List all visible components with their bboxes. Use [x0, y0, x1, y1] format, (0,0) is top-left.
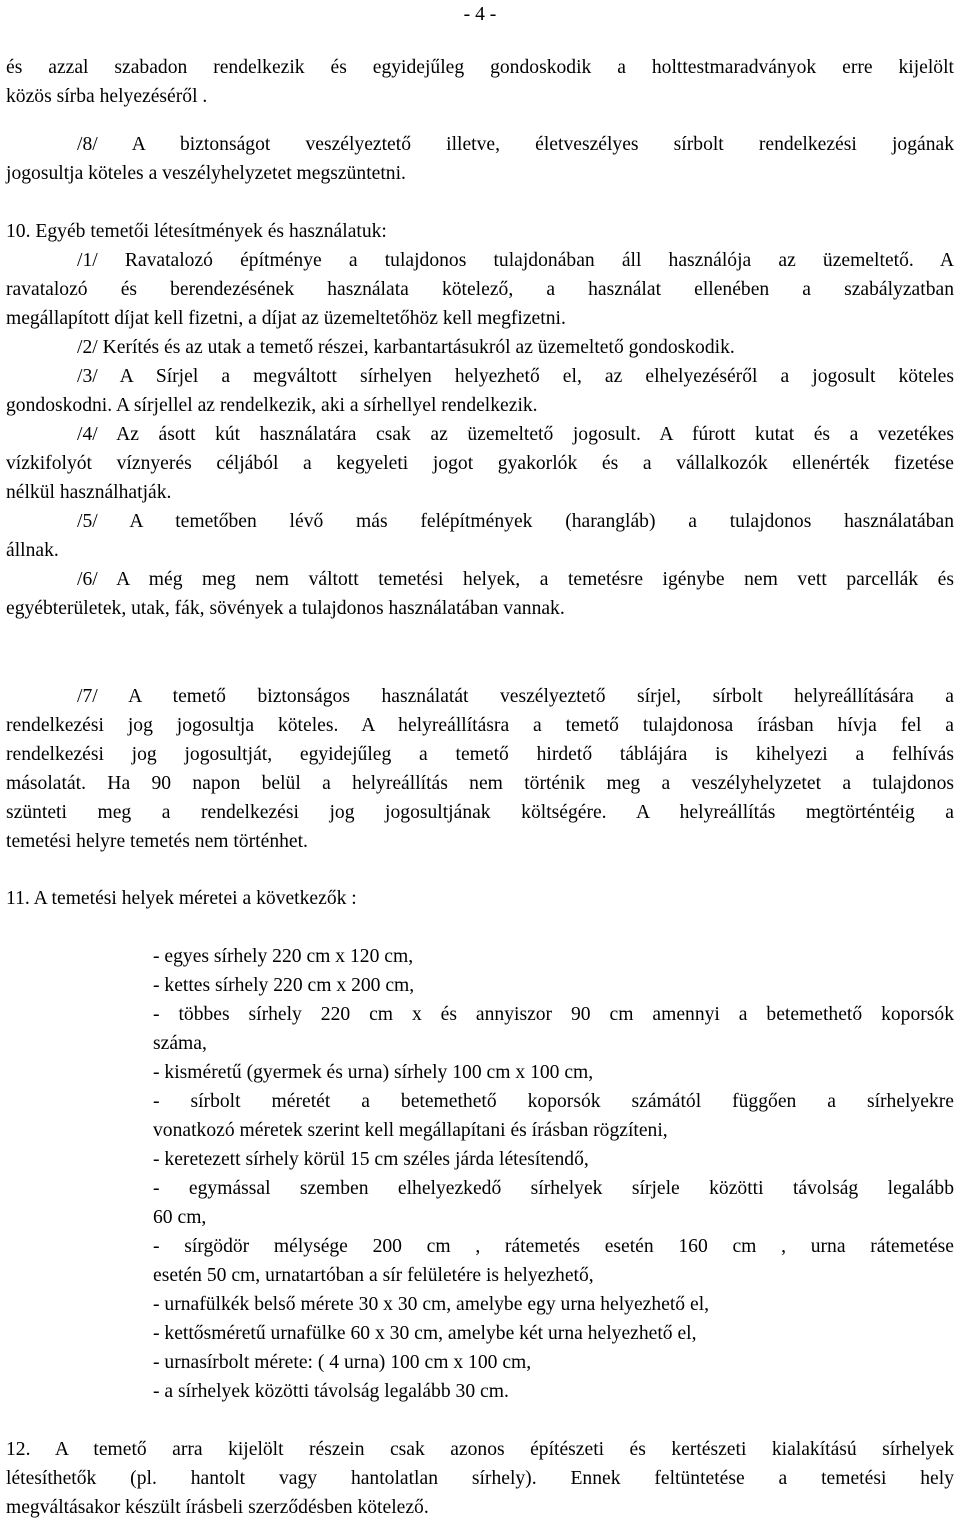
text-line: /3/ A Sírjel a megváltott sírhelyen helyezhető el, az elhelyezéséről a jogosult köteles	[77, 366, 954, 387]
text-line: ravatalozó és berendezésének használata kötelező, a használat ellenében a szabályzatban	[6, 279, 954, 300]
list-item: - urnafülkék belső mérete 30 x 30 cm, amelybe egy urna helyezhető el,	[153, 1294, 710, 1315]
text-line: megállapított díjat kell fizetni, a díjat az üzemeltetőhöz kell megfizetni.	[6, 308, 566, 329]
section-heading-10: 10. Egyéb temetői létesítmények és használatuk:	[6, 221, 387, 242]
list-item: - a sírhelyek közötti távolság legalább 30 cm.	[153, 1381, 509, 1402]
text-line: megváltásakor készült írásbeli szerződésben kötelező.	[6, 1497, 429, 1518]
list-item: - egyes sírhely 220 cm x 120 cm,	[153, 946, 414, 967]
text-line: gondoskodni. A sírjellel az rendelkezik, aki a sírhellyel rendelkezik.	[6, 395, 538, 416]
text-line: /4/ Az ásott kút használatára csak az üzemeltető jogosult. A fúrott kutat és a vezetékes	[77, 424, 954, 445]
list-item: - kettősméretű urnafülke 60 x 30 cm, amelybe két urna helyezhető el,	[153, 1323, 697, 1344]
text-line: szünteti meg a rendelkezési jog jogosultjának költségére. A helyreállítás megtörténtéig a	[6, 802, 954, 823]
section-heading-12: 12. A temető arra kijelölt részein csak azonos építészeti és kertészeti kialakítású sírhelyek	[6, 1439, 954, 1460]
section-heading-11: 11. A temetési helyek méretei a következők :	[6, 888, 357, 909]
page-number: - 4 -	[463, 4, 497, 25]
text-line: közös sírba helyezéséről .	[6, 86, 208, 107]
list-item: 60 cm,	[153, 1207, 207, 1228]
text-line: egyébterületek, utak, fák, sövények a tulajdonos használatában vannak.	[6, 598, 565, 619]
text-line: rendelkezési jog jogosultját, egyidejűleg a temető hirdető táblájára is kihelyezi a felhívás	[6, 744, 954, 765]
text-line: vízkifolyót víznyerés céljából a kegyeleti jogot gyakorlók és a vállalkozók ellenérték fizetése	[6, 453, 954, 474]
list-item: - urnasírbolt mérete: ( 4 urna) 100 cm x 100 cm,	[153, 1352, 532, 1373]
text-line: jogosultja köteles a veszélyhelyzetet megszüntetni.	[6, 163, 406, 184]
text-line: állnak.	[6, 540, 59, 561]
text-line: /2/ Kerítés és az utak a temető részei, karbantartásukról az üzemeltető gondoskodik.	[77, 337, 735, 358]
list-item: - keretezett sírhely körül 15 cm széles járda létesítendő,	[153, 1149, 589, 1170]
list-item: vonatkozó méretek szerint kell megállapítani és írásban rögzíteni,	[153, 1120, 668, 1141]
text-line: rendelkezési jog jogosultja köteles. A helyreállításra a temető tulajdonosa írásban hívja fel a	[6, 715, 954, 736]
list-item: száma,	[153, 1033, 207, 1054]
list-item: - kisméretű (gyermek és urna) sírhely 100 cm x 100 cm,	[153, 1062, 594, 1083]
list-item: - sírgödör mélysége 200 cm , rátemetés esetén 160 cm , urna rátemetése	[153, 1236, 954, 1257]
list-item: - kettes sírhely 220 cm x 200 cm,	[153, 975, 415, 996]
text-line: /8/ A biztonságot veszélyeztető illetve, életveszélyes sírbolt rendelkezési jogának	[77, 134, 954, 155]
text-line: létesíthetők (pl. hantolt vagy hantolatlan sírhely). Ennek feltüntetése a temetési hely	[6, 1468, 954, 1489]
list-item: - többes sírhely 220 cm x és annyiszor 90 cm amennyi a betemethető koporsók	[153, 1004, 954, 1025]
list-item: - sírbolt méretét a betemethető koporsók számától függően a sírhelyekre	[153, 1091, 954, 1112]
text-line: /6/ A még meg nem váltott temetési helyek, a temetésre igénybe nem vett parcellák és	[77, 569, 954, 590]
list-item: - egymással szemben elhelyezkedő sírhelyek sírjele közötti távolság legalább	[153, 1178, 954, 1199]
text-line: nélkül használhatják.	[6, 482, 172, 503]
text-line: /1/ Ravatalozó építménye a tulajdonos tulajdonában áll használója az üzemeltető. A	[77, 250, 954, 271]
text-line: /5/ A temetőben lévő más felépítmények (harangláb) a tulajdonos használatában	[77, 511, 954, 532]
text-line: temetési helyre temetés nem történhet.	[6, 831, 308, 852]
text-line: másolatát. Ha 90 napon belül a helyreállítás nem történik meg a veszélyhelyzetet a tulajdonos	[6, 773, 954, 794]
text-line: /7/ A temető biztonságos használatát veszélyeztető sírjel, sírbolt helyreállítására a	[77, 686, 954, 707]
list-item: esetén 50 cm, urnatartóban a sír felületére is helyezhető,	[153, 1265, 594, 1286]
text-line: és azzal szabadon rendelkezik és egyidejűleg gondoskodik a holttestmaradványok erre kijelölt	[6, 57, 954, 78]
